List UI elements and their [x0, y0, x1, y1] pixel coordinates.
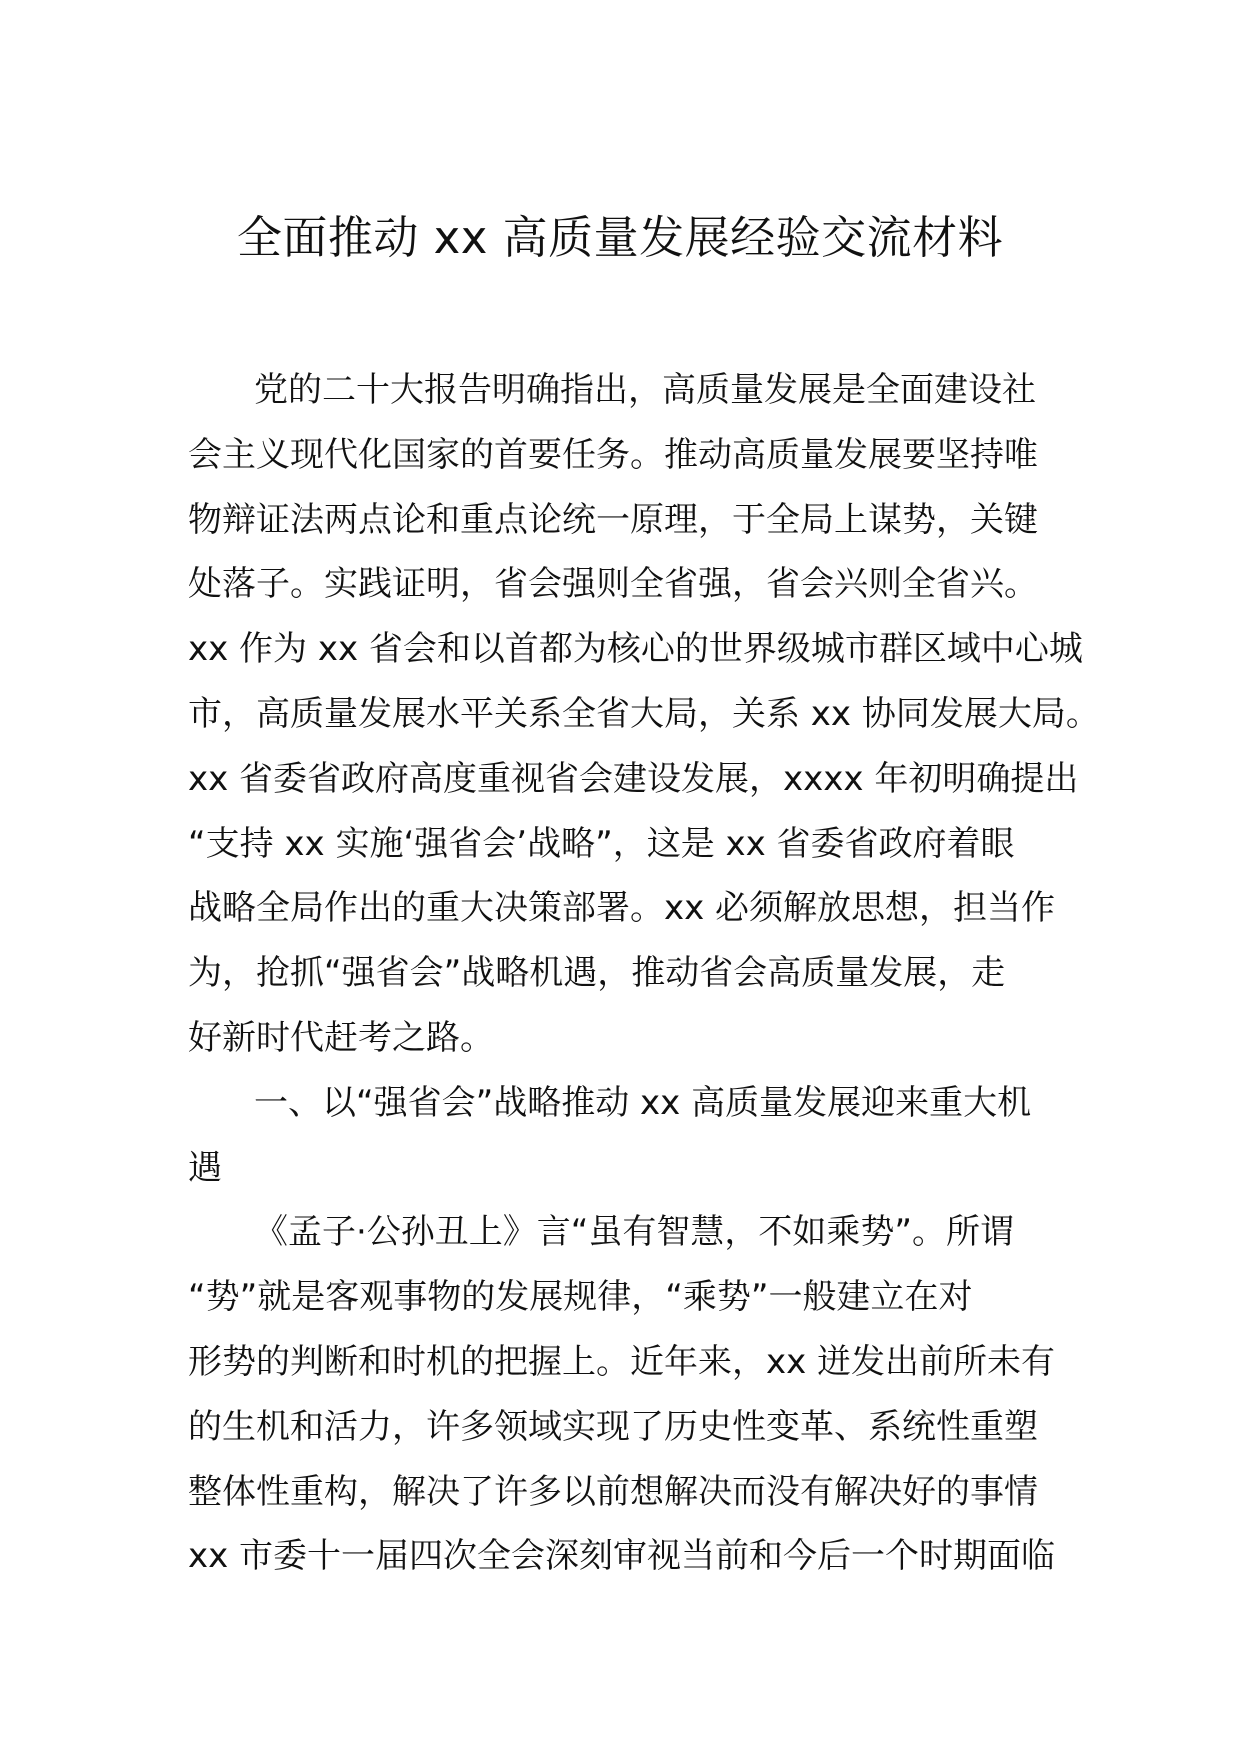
- text-line: 战略全局作出的重大决策部署。xx 必须解放思想，担当作: [188, 888, 1056, 929]
- document-title: 全面推动 xx 高质量发展经验交流材料: [236, 211, 1004, 264]
- text-line: 《孟子·公孙丑上》言“虽有智慧，不如乘势”。所谓: [254, 1212, 1015, 1253]
- section-heading-line: 一、以“强省会”战略推动 xx 高质量发展迎来重大机: [254, 1082, 1032, 1123]
- text-line: 为，抢抓“强省会”战略机遇，推动省会高质量发展，走: [188, 953, 1006, 994]
- text-line: 处落子。实践证明，省会强则全省强，省会兴则全省兴。: [188, 564, 1038, 605]
- text-line: “支持 xx 实施‘强省会’战略”，这是 xx 省委省政府着眼: [188, 823, 1015, 864]
- text-line: 市，高质量发展水平关系全省大局，关系 xx 协同发展大局。: [188, 693, 1100, 734]
- text-line: 形势的判断和时机的把握上。近年来，xx 迸发出前所未有: [188, 1341, 1056, 1382]
- text-line: “势”就是客观事物的发展规律，“乘势”一般建立在对: [188, 1277, 973, 1318]
- text-line: 的生机和活力，许多领域实现了历史性变革、系统性重塑: [188, 1406, 1038, 1447]
- text-line: xx 市委十一届四次全会深刻审视当前和今后一个时期面临: [188, 1536, 1056, 1577]
- text-line: 整体性重构，解决了许多以前想解决而没有解决好的事情: [188, 1471, 1038, 1512]
- text-line: 好新时代赶考之路。: [188, 1017, 494, 1058]
- text-line: 党的二十大报告明确指出，高质量发展是全面建设社: [254, 370, 1036, 410]
- text-line: 物辩证法两点论和重点论统一原理，于全局上谋势，关键: [188, 499, 1038, 540]
- text-line: 会主义现代化国家的首要任务。推动高质量发展要坚持唯: [188, 434, 1038, 475]
- text-line: xx 作为 xx 省会和以首都为核心的世界级城市群区域中心城: [188, 629, 1083, 670]
- document-body: [188, 358, 1100, 1589]
- text-line: xx 省委省政府高度重视省会建设发展，xxxx 年初明确提出: [188, 758, 1079, 799]
- section-heading-line: 遇: [188, 1147, 222, 1188]
